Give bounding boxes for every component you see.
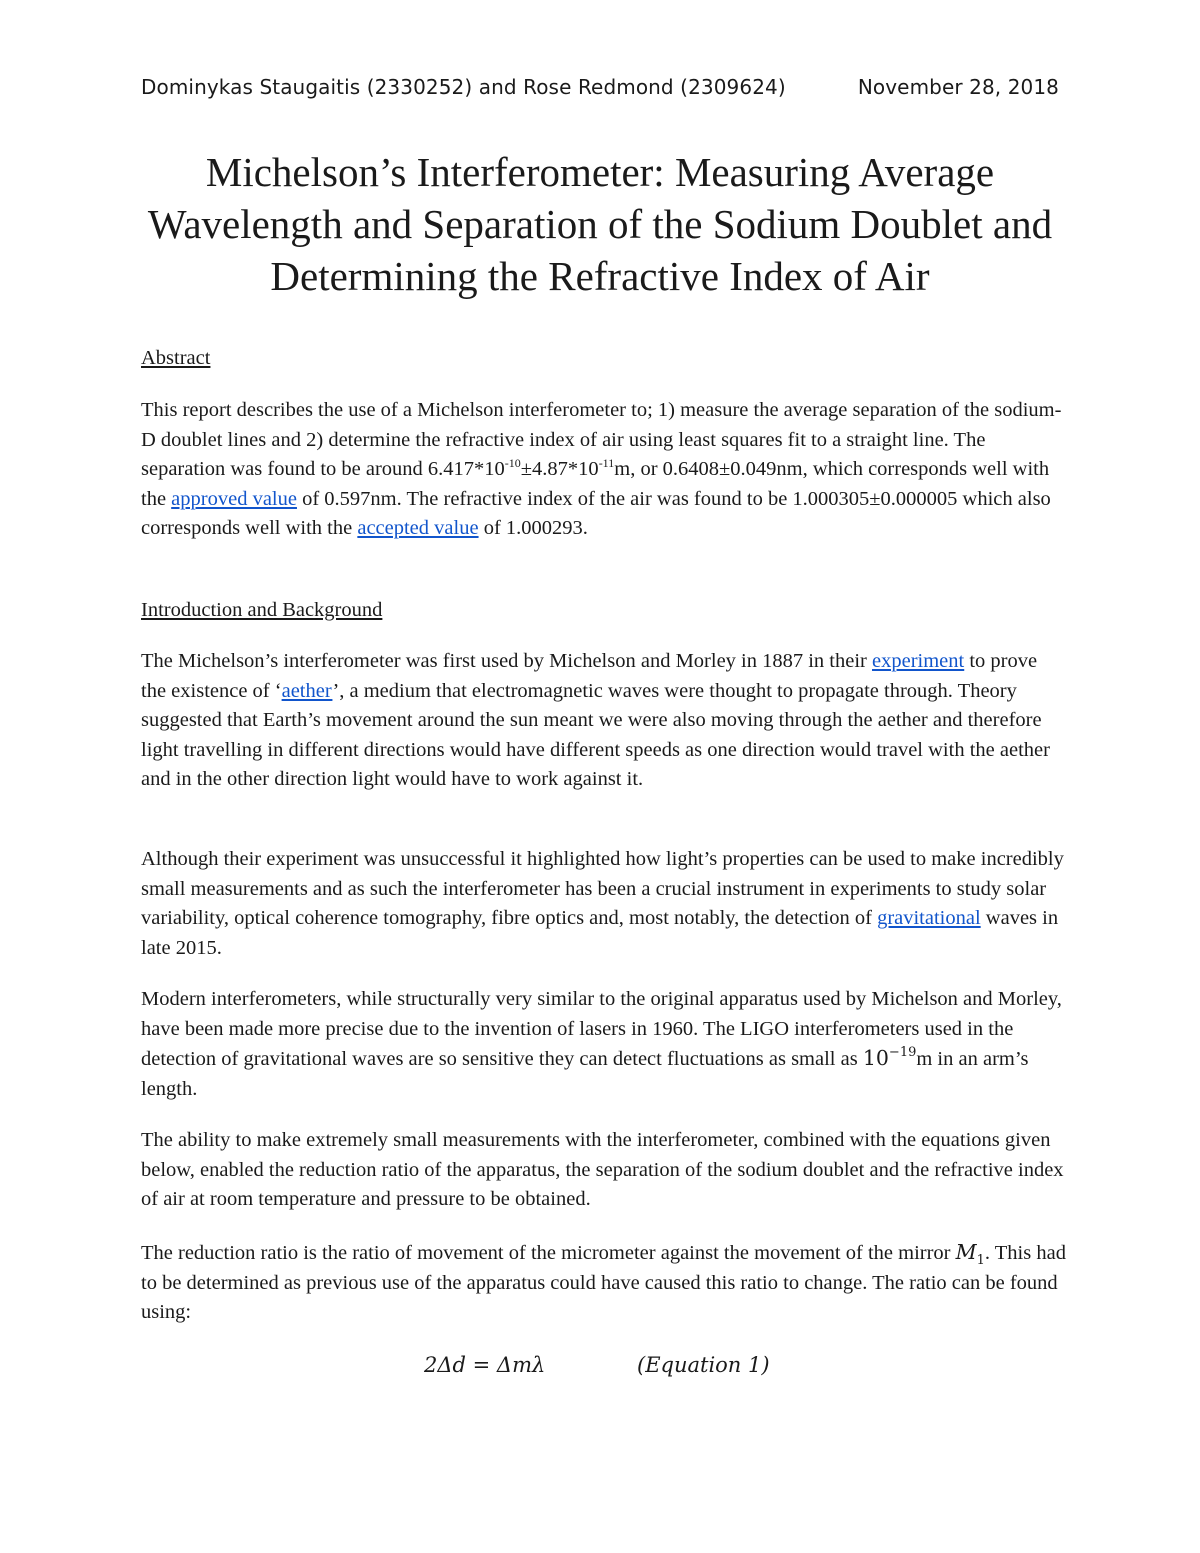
intro-heading: Introduction and Background [141,599,383,621]
intro-p4-text: The ability to make extremely small measurements with the interferometer, combined with the equations given below, enabled the reduction ratio of the apparatus, the separation of the sodium doublet and the refractive index of air at room temperature and pressure to be obtained. [141,1129,1064,1210]
intro-paragraph-1 [141,647,1066,795]
math-variable-m: M [955,1240,977,1264]
abstract-text-2: ±4.87*10 [520,458,599,480]
math-base: 10 [862,1046,889,1070]
abstract-text-4: of 0.597nm. The refractive index of the air was found to be 1.000305±0.000005 which also corresponds well with the [141,487,1051,539]
equation-label: (Equation 1) [637,1353,770,1377]
intro-paragraph-3 [141,985,1066,1104]
math-subscript: 1 [976,1253,985,1268]
intro-p3-text-1: Modern interferometers, while structurally very similar to the original apparatus used by Michelson and Morley, have been made more precise due to the invention of lasers in 1960. The LIGO interferometers used in the detection of gravitational waves are so sensitive they can detect fluctuations as small as [141,988,1062,1070]
experiment-link[interactable]: experiment [872,650,965,672]
intro-paragraph-2 [141,845,1066,963]
paper-title: Michelson’s Interferometer: Measuring Average Wavelength and Separation of the Sodium Doublet and Determining the Refractive Index of Air [147,149,1053,299]
exponent-1: -10 [504,456,521,470]
abstract-paragraph [141,396,1066,544]
intro-p2-text-1: Although their experiment was unsuccessful it highlighted how light’s properties can be used to make incredibly small measurements and as such the interferometer has been a crucial instrument in experiments to study solar variability, optical coherence tomography, fibre optics and, most notably, the detection of [141,848,1064,929]
math-exponent: −19 [888,1045,917,1060]
header-authors: Dominykas Staugaitis (2330252) and Rose Redmond (2309624) [141,75,786,99]
intro-paragraph-4 [141,1126,1066,1215]
page-header [141,74,1059,100]
intro-p1-text-2: to prove the existence of ‘ [141,650,1038,702]
exponent-2: -11 [598,456,615,470]
abstract-heading: Abstract [141,347,211,369]
intro-p2-text-2: waves in late 2015. [141,907,1059,959]
abstract-text-3: m, or 0.6408±0.049nm, which corresponds well with the [141,458,1050,510]
intro-p1-text-3: ’, a medium that electromagnetic waves were thought to propagate through. Theory suggested that Earth’s movement around the sun meant we were also moving through the aether and therefore light travelling in different directions would have different speeds as one direction would travel with the aether and in the other direction light would have to work against it. [141,679,1050,790]
aether-link[interactable]: aether [281,679,333,702]
abstract-text-1: This report describes the use of a Michelson interferometer to; 1) measure the average separation of the sodium-D doublet lines and 2) determine the refractive index of air using least squares fit to a straight line. The separation was found to be around 6.417*10 [141,399,1062,480]
intro-p5-text-1: The reduction ratio is the ratio of movement of the micrometer against the movement of the mirror [141,1242,956,1264]
header-date: November 28, 2018 [857,75,1059,99]
intro-paragraph-5 [141,1238,1066,1328]
abstract-text-5: of 1.000293. [478,517,588,539]
intro-p1-text-1: The Michelson’s interferometer was first used by Michelson and Morley in 1887 in their [141,650,873,672]
intro-p3-text-2: m in an arm’s length. [141,1048,1029,1100]
gravitational-link[interactable]: gravitational [877,907,981,929]
accepted-value-link[interactable]: accepted value [357,517,479,539]
approved-value-link[interactable]: approved value [171,487,297,510]
intro-p5-text-2: . This had to be determined as previous use of the apparatus could have caused this ratio to change. The ratio can be found using: [141,1242,1066,1323]
equation-1 [0,1350,1200,1380]
equation-expression: 2Δd = Δmλ [424,1353,546,1377]
